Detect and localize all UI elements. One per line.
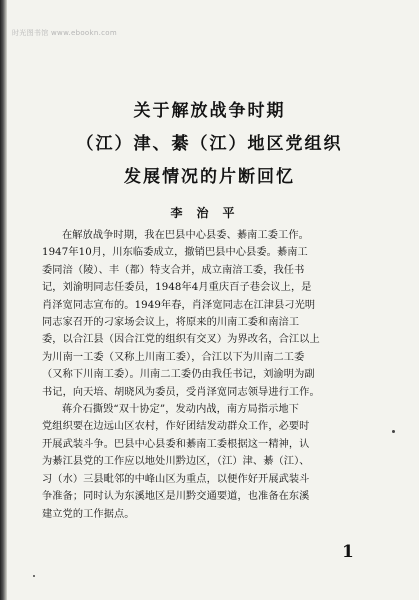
scan-speck — [33, 575, 35, 577]
text-line: 开展武装斗争。巴县中心县委和綦南工委根据这一精神，认 — [42, 438, 310, 450]
scan-speck — [392, 430, 395, 433]
text-line: 委同涪（陵）、丰（都）特支合并，成立南涪工委，我任书 — [42, 264, 305, 276]
title-line-1: 关于解放战争时期 — [133, 101, 286, 121]
title-line-3: 发展情况的片断回忆 — [124, 167, 295, 187]
author-name: 李治平 — [170, 206, 249, 220]
text-line: 肖泽宽同志宣布的。1949年春，肖泽宽同志在江津县刁光明 — [42, 299, 316, 311]
page-number: 1 — [342, 542, 354, 562]
text-line: 争准备；同时认为东溪地区是川黔交通要道，也准备在东溪 — [42, 491, 310, 503]
article-body — [42, 227, 382, 523]
text-line: 1947年10月，川东临委成立，撤销巴县中心县委。綦南工 — [42, 247, 308, 259]
text-line: 建立党的工作据点。 — [42, 508, 135, 520]
watermark: 时光图书馆 www.ebookn.com — [12, 29, 117, 37]
text-line: 书记，向天培、胡晓风为委员，受肖泽宽同志领导进行工作。 — [42, 386, 320, 398]
text-line: 在解放战争时期，我在巴县中心县委、綦南工委工作。 — [62, 230, 309, 241]
text-line: 记，刘渝明同志任委员，1948年4月重庆百子巷会议上，是 — [42, 282, 312, 294]
title-line-2: （江）津、綦（江）地区党组织 — [76, 134, 343, 154]
text-line: 党组织要在边远山区农村，作好团结发动群众工作，必要时 — [42, 421, 310, 433]
text-line: 习（水）三县毗邻的中峰山区为重点，以便作好开展武装斗 — [42, 473, 310, 485]
paragraph-1 — [42, 227, 382, 401]
text-line: 同志家召开的刁家场会议上，将原来的川南工委和南涪工 — [42, 317, 300, 329]
text-line: （又称下川南工委）。川南二工委仍由我任书记，刘渝明为副 — [42, 369, 315, 381]
text-line: 为綦江县党的工作应以地处川黔边区，（江）津、綦（江）、 — [42, 456, 310, 468]
text-line: 蒋介石撕毁“双十协定”，发动内战，南方局指示地下 — [62, 404, 299, 416]
text-line: 为川南一工委（又称上川南工委），合江以下为川南二工委 — [42, 351, 305, 363]
page-edge-shadow — [0, 0, 7, 600]
paragraph-2 — [42, 401, 382, 523]
text-line: 委，以合江县（因合江党的组织有交叉）为界改名，合江以上 — [42, 334, 320, 346]
